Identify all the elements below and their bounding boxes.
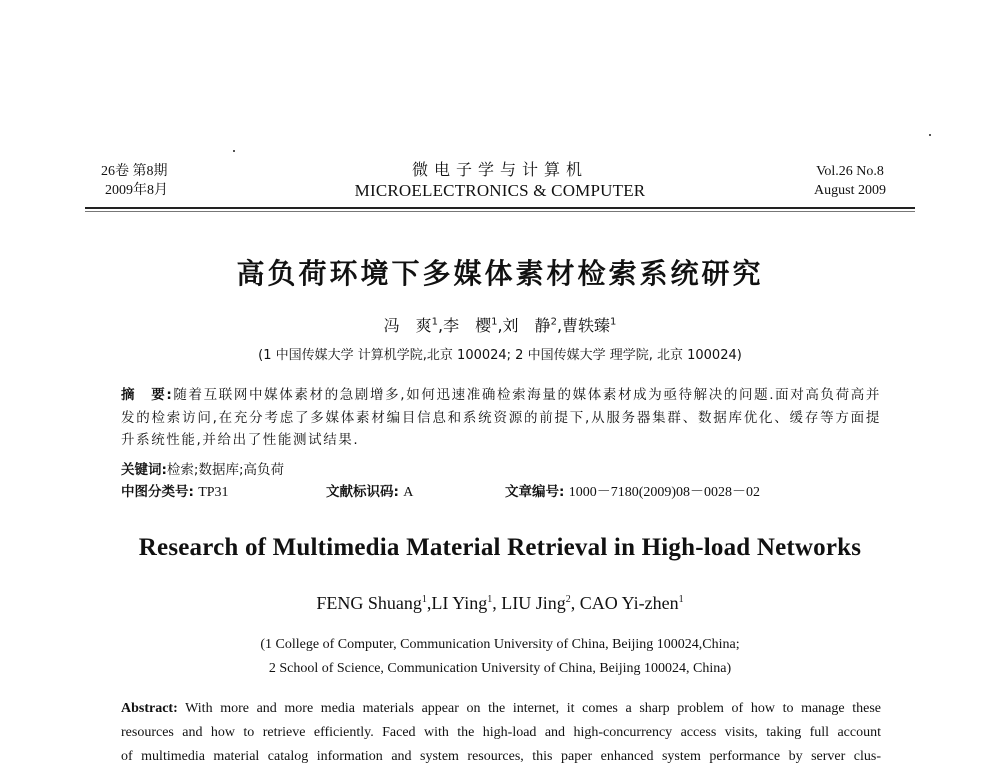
author-name: LI Ying bbox=[431, 593, 488, 613]
journal-name-en: MICROELECTRONICS & COMPUTER bbox=[354, 181, 646, 200]
scan-speck bbox=[929, 134, 931, 136]
author-name: FENG Shuang bbox=[316, 593, 422, 613]
paper-title-en: Research of Multimedia Material Retrieval in High-load Networks bbox=[138, 534, 862, 561]
abstract-label-cn: 摘 要: bbox=[121, 387, 174, 403]
author-affil-mark: 1 bbox=[491, 316, 498, 328]
author-name: 曹轶臻 bbox=[562, 316, 611, 335]
journal-name-cn: 微电子学与计算机 bbox=[411, 160, 588, 179]
abstract-en-line: of multimedia material catalog information and system resources, this paper enhanced system performance by server clus- bbox=[121, 749, 881, 764]
abstract-text-cn: 随着互联网中媒体素材的急剧增多,如何迅速准确检索海量的媒体素材成为亟待解决的问题.面对高负荷高并发的检索访问,在充分考虑了多媒体素材编目信息和系统资源的前提下,从服务器集群、数据库优化、缓存等方面提升系统性能,并给出了性能测试结果. bbox=[121, 387, 881, 448]
header-volume-issue-cn: 26卷 第8期 bbox=[101, 164, 168, 179]
paper-title-cn: 高负荷环境下多媒体素材检索系统研究 bbox=[236, 257, 764, 290]
abstract-en bbox=[121, 697, 881, 769]
header-date-cn: 2009年8月 bbox=[105, 183, 168, 198]
article-number-label: 文章编号: bbox=[505, 484, 565, 500]
author-affil-mark: 1 bbox=[678, 594, 684, 605]
header-right bbox=[800, 162, 900, 200]
affiliation-cn: (1 中国传媒大学 计算机学院,北京 100024; 2 中国传媒大学 理学院, 北京 100024) bbox=[258, 348, 742, 363]
abstract-label-en: Abstract: bbox=[121, 701, 178, 716]
article-number-value: 1000－7180(2009)08－0028－02 bbox=[568, 485, 761, 500]
abstract-en-text: With more and more media materials appear on the internet, it comes a sharp problem of how to manage these bbox=[185, 701, 881, 716]
affiliation-en-line: 2 School of Science, Communication University of China, Beijing 100024, China) bbox=[268, 661, 732, 676]
abstract-en-line bbox=[121, 697, 881, 721]
keywords-label-cn: 关键词: bbox=[121, 462, 167, 478]
header-volume-issue-en: Vol.26 No.8 bbox=[816, 164, 884, 179]
clc-number bbox=[121, 480, 229, 501]
author-name: 李 樱 bbox=[443, 316, 492, 335]
author-affil-mark: 2 bbox=[550, 316, 557, 328]
abstract-cn bbox=[121, 384, 881, 452]
author-affil-mark: 1 bbox=[421, 594, 427, 605]
author-affil-mark: 1 bbox=[487, 594, 493, 605]
author-affil-mark: 1 bbox=[431, 316, 438, 328]
author-list-en: FENG Shuang$^1$,LI Ying$^1$, LIU Jing$^2$, CAO Yi-zhen$^1$ bbox=[316, 593, 684, 613]
author-affil-mark: 1 bbox=[610, 316, 617, 328]
author-name: LIU Jing bbox=[501, 593, 566, 613]
header-date-en: August 2009 bbox=[814, 183, 886, 198]
keywords-value-cn: 检索;数据库;高负荷 bbox=[166, 462, 285, 478]
author-name: 刘 静 bbox=[502, 316, 551, 335]
author-affil-mark: 2 bbox=[565, 594, 571, 605]
affiliation-en bbox=[0, 633, 1000, 681]
article-number bbox=[505, 480, 760, 501]
document-code-label: 文献标识码: bbox=[326, 484, 399, 500]
header-left bbox=[101, 162, 168, 200]
header-rule-thin bbox=[85, 211, 915, 212]
author-name: 冯 爽 bbox=[383, 316, 432, 335]
clc-value: TP31 bbox=[198, 485, 229, 500]
keywords-cn bbox=[121, 458, 284, 478]
header-rule bbox=[85, 207, 915, 209]
author-list-cn: 冯 爽$^1$,李 樱$^1$,刘 静$^2$,曹轶臻$^1$ bbox=[383, 316, 617, 335]
scan-speck bbox=[233, 150, 235, 152]
document-code bbox=[326, 480, 413, 501]
clc-label: 中图分类号: bbox=[121, 484, 194, 500]
abstract-en-line: resources and how to retrieve efficiently. Faced with the high-load and high-concurrency access visits, taking full account bbox=[121, 725, 881, 740]
author-name: CAO Yi-zhen bbox=[579, 593, 679, 613]
header-journal bbox=[330, 160, 670, 202]
affiliation-en-line: (1 College of Computer, Communication University of China, Beijing 100024,China; bbox=[260, 637, 740, 652]
document-code-value: A bbox=[403, 485, 414, 500]
